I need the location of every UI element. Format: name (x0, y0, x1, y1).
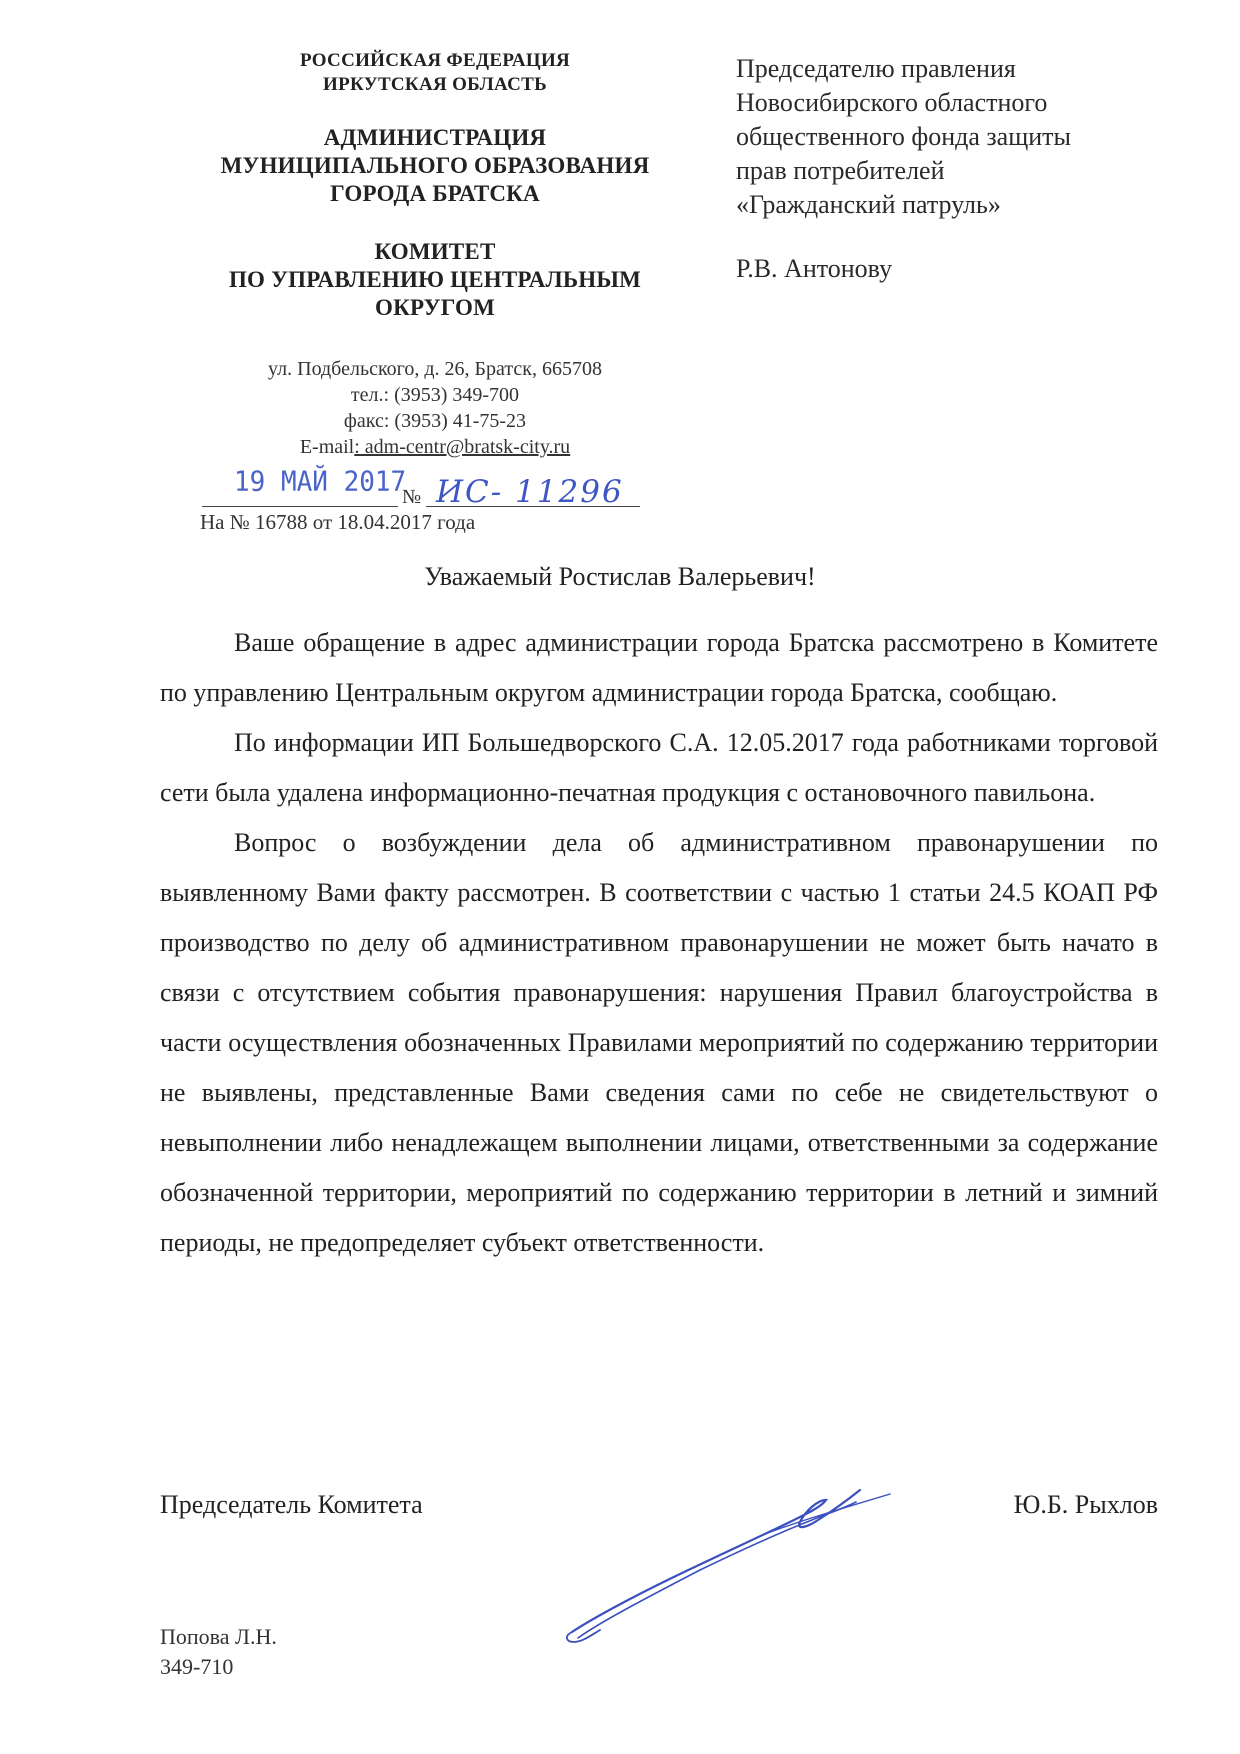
body-paragraph-3: Вопрос о возбуждении дела об административном правонарушении по выявленному Вами факту рассмотрен. В соответствии с частью 1 статьи 24.5 КОАП РФ производство по делу об административном правонарушении не может быть начато в связи с отсутствием события правонарушения: нарушения Правил благоустройства в части осуществления обозначенных Правилами мероприятий по содержанию территории не выявлены, представленные Вами сведения сами по себе не свидетельствуют о невыполнении либо ненадлежащем выполнении лицами, ответственными за содержание обозначенной территории, мероприятий по содержанию территории в летний и зимний периоды, не предопределяет субъект ответственности. (160, 828, 1158, 1257)
body-paragraph-2: По информации ИП Большедворского С.А. 12.05.2017 года работниками торговой сети была удалена информационно-печатная продукция с остановочного павильона. (160, 728, 1158, 807)
addressee-line3: общественного фонда защиты (736, 122, 1071, 151)
number-handwritten: ИС- 11296 (436, 474, 624, 510)
addressee-line5: «Гражданский патруль» (736, 190, 1001, 219)
sender-email (170, 434, 700, 460)
email-link[interactable]: : adm-centr@bratsk-city.ru (354, 436, 571, 458)
addressee-name: Р.В. Антонову (736, 254, 893, 283)
sender-fax: факс: (3953) 41-75-23 (343, 410, 527, 432)
body-paragraph-1: Ваше обращение в адрес администрации города Братска рассмотрено в Комитете по управлению Центральным округом администрации города Братска, сообщаю. (160, 628, 1158, 707)
sender-address: ул. Подбельского, д. 26, Братск, 665708 (268, 358, 602, 380)
signer-title: Председатель Комитета (160, 1490, 423, 1519)
sender-admin-line2: МУНИЦИПАЛЬНОГО ОБРАЗОВАНИЯ (220, 153, 650, 178)
addressee-line2: Новосибирского областного (736, 88, 1048, 117)
handwritten-signature-icon (560, 1470, 920, 1650)
executor-phone: 349-710 (160, 1654, 234, 1679)
addressee-block (736, 52, 1176, 222)
addressee-line1: Председателю правления (736, 54, 1016, 83)
sender-committee-line3: ОКРУГОМ (375, 295, 495, 320)
sender-phone: тел.: (3953) 349-700 (350, 384, 520, 406)
sender-contacts (170, 356, 700, 460)
sender-committee-line1: КОМИТЕТ (374, 239, 496, 264)
number-label: № (402, 486, 422, 508)
email-label: E-mail (299, 436, 355, 458)
salutation: Уважаемый Ростислав Валерьевич! (424, 562, 816, 591)
date-underline (202, 506, 398, 507)
signer-name: Ю.Б. Рыхлов (1013, 1490, 1158, 1519)
executor-name: Попова Л.Н. (160, 1624, 277, 1649)
executor-block (160, 1622, 277, 1682)
date-stamp: 19 МАЙ 2017 (234, 466, 407, 498)
sender-admin-line3: ГОРОДА БРАТСКА (330, 181, 540, 206)
letter-body (160, 618, 1158, 1268)
sender-region: ИРКУТСКАЯ ОБЛАСТЬ (323, 74, 547, 95)
reference-line: На № 16788 от 18.04.2017 года (200, 510, 476, 534)
sender-admin-line1: АДМИНИСТРАЦИЯ (323, 125, 547, 150)
addressee-line4: прав потребителей (736, 156, 945, 185)
sender-committee-line2: ПО УПРАВЛЕНИЮ ЦЕНТРАЛЬНЫМ (228, 267, 642, 292)
sender-country: РОССИЙСКАЯ ФЕДЕРАЦИЯ (299, 50, 571, 71)
